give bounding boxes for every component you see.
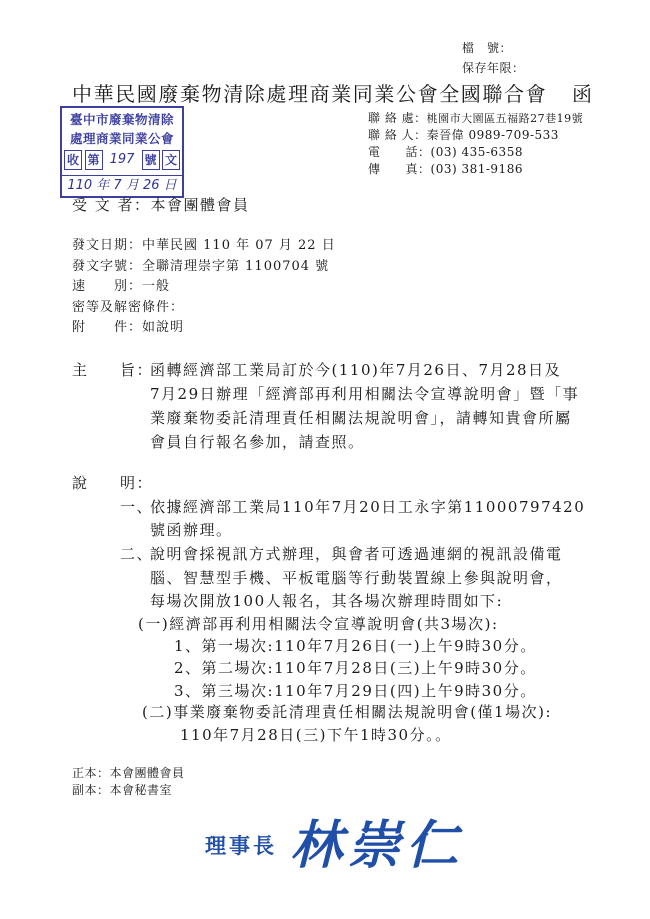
stamp-receipt-date: 110 年 7 月 26 日: [62, 175, 182, 196]
original-copy: [72, 766, 185, 780]
contact-address: [368, 111, 583, 125]
explanation-label-1: 說: [72, 474, 89, 492]
subject-line: 函轉經濟部工業局訂於今(110)年7月26日、7月28日及: [150, 361, 562, 379]
recipient-label: 受 文 者：: [72, 196, 151, 214]
item-2-line: 每場次開放100人報名，其各場次辦理時間如下:: [150, 592, 504, 610]
contact-address-label: 聯 絡 處：: [368, 111, 427, 125]
stamp-doc-char: 文: [162, 150, 180, 170]
contact-phone-label: 電 話：: [368, 145, 431, 159]
recipient: [72, 196, 250, 214]
document-type: 函: [572, 82, 594, 106]
contact-fax-label: 傳 真：: [368, 162, 431, 176]
contact-person-label: 聯 絡 人：: [368, 128, 427, 142]
stamp-line-2: 處理商業同業公會: [69, 131, 174, 146]
document-number-value: 全聯清理崇字第 1100704 號: [142, 259, 330, 274]
original-copy-label: 正本：: [72, 766, 110, 780]
item-1-line: 依據經濟部工業局110年7月20日工永字第11000797420: [150, 498, 586, 516]
subject-line: 業廢棄物委託清理責任相關法規說明會」，請轉知貴會所屬: [150, 409, 572, 427]
urgency: [72, 279, 170, 295]
contact-person-value: 秦晉偉 0989-709-533: [426, 128, 559, 142]
sub-1-heading: (一)經濟部再利用相關法令宣導說明會(共3場次):: [138, 615, 499, 633]
contact-phone-value: (03) 435-6358: [430, 145, 523, 159]
contact-fax-value: (03) 381-9186: [430, 162, 523, 176]
contact-phone: [368, 145, 523, 159]
item-1-line: 號函辦理。: [150, 521, 233, 539]
duplicate-copy-label: 副本：: [72, 783, 110, 797]
sub-2-detail: 110年7月28日(三)下午1時30分。。: [180, 726, 452, 744]
sub-2-heading: (二)事業廢棄物委託清理責任相關法規說明會(僅1場次):: [142, 703, 553, 721]
subject-label-2: 旨：: [120, 361, 154, 379]
attachment-label: 附 件：: [72, 320, 143, 335]
item-2-number: 二、: [120, 545, 154, 563]
stamp-number-row: [62, 150, 182, 172]
signature-name: 林崇仁: [290, 816, 465, 876]
file-number-label: 檔 號：: [462, 41, 513, 55]
subject-line: 會員自行報名參加，請查照。: [150, 433, 365, 451]
issue-date: [72, 238, 336, 254]
stamp-receive-char: 收: [64, 150, 82, 170]
session-item: 2、第二場次:110年7月28日(三)上午9時30分。: [174, 659, 537, 677]
retention-period-label: 保存年限：: [462, 61, 525, 75]
contact-person: [368, 128, 559, 142]
stamp-no-prefix: 第: [85, 150, 103, 170]
issue-date-value: 中華民國 110 年 07 月 22 日: [142, 238, 336, 253]
document-number-label: 發文字號：: [72, 259, 143, 274]
recipient-value: 本會團體會員: [150, 196, 250, 214]
item-2-line: 腦、智慧型手機、平板電腦等行動裝置線上參與說明會，: [150, 569, 563, 587]
item-1-number: 一、: [120, 498, 154, 516]
explanation-label-2: 明：: [120, 474, 154, 492]
issue-date-label: 發文日期：: [72, 238, 143, 253]
urgency-label: 速 別：: [72, 279, 143, 294]
attachment: [72, 320, 184, 336]
original-copy-value: 本會團體會員: [109, 766, 185, 780]
organization-title: 中華民國廢棄物清除處理商業同業公會全國聯合會: [72, 82, 548, 106]
classification: [72, 300, 184, 316]
duplicate-copy-value: 本會秘書室: [109, 783, 173, 797]
signature-title: 理事長: [205, 834, 277, 858]
attachment-value: 如說明: [142, 320, 185, 335]
urgency-value: 一般: [142, 279, 171, 294]
document-number: [72, 259, 329, 275]
stamp-receipt-number: 197: [109, 152, 135, 167]
stamp-line-1: 臺中市廢棄物清除: [69, 112, 174, 127]
receipt-stamp: [60, 106, 184, 198]
contact-fax: [368, 162, 523, 176]
session-item: 1、第一場次:110年7月26日(一)上午9時30分。: [174, 637, 537, 655]
stamp-no-suffix: 號: [142, 150, 160, 170]
subject-line: 7月29日辦理「經濟部再利用相關法令宣導說明會」暨「事: [150, 385, 580, 403]
classification-label: 密等及解密條件：: [72, 300, 185, 315]
contact-address-value: 桃園市大園區五福路27巷19號: [426, 112, 584, 125]
subject-label-1: 主: [72, 361, 89, 379]
item-2-line: 說明會採視訊方式辦理，與會者可透過連網的視訊設備電: [150, 545, 563, 563]
session-item: 3、第三場次:110年7月29日(四)上午9時30分。: [174, 682, 537, 700]
duplicate-copy: [72, 783, 172, 797]
